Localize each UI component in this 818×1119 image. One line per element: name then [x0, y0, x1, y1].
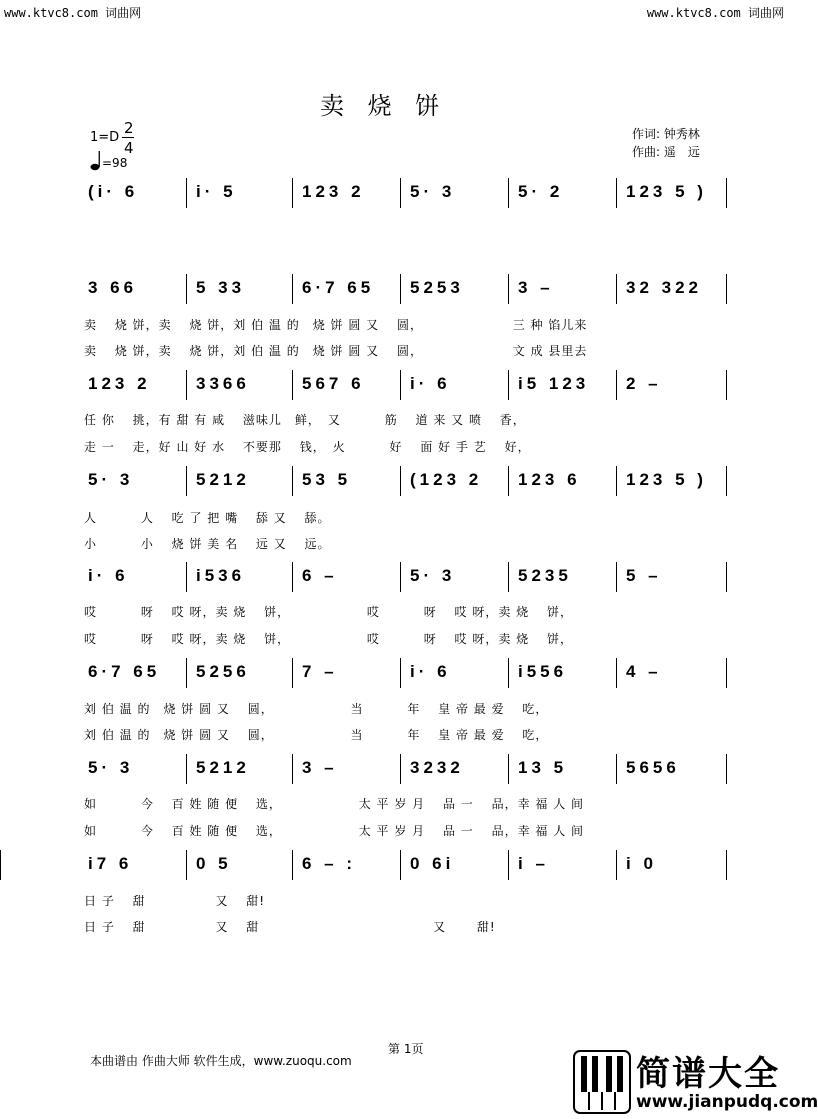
lyric-line: 刘 伯 温 的 烧 饼 圆 又 圆， 当 年 皇 帝 最 爱 吃，	[84, 728, 549, 742]
bar-line	[616, 178, 617, 208]
logo-url: www.jianpudq.com	[636, 1092, 818, 1112]
measure: 123 2	[88, 374, 151, 393]
measure: 5 –	[626, 566, 662, 585]
measure: 567 6	[302, 374, 365, 393]
bar-line	[508, 754, 509, 784]
key-signature: 1=D	[90, 130, 120, 145]
bar-line	[186, 466, 187, 496]
lyric-line: 走 一 走，好 山 好 水 不要那 钱， 火 好 面 好 手 艺 好，	[84, 440, 531, 454]
bar-line	[292, 370, 293, 400]
time-signature-bottom: 4	[124, 139, 134, 157]
measure: 0 6i	[410, 854, 455, 873]
bar-line	[616, 274, 617, 304]
measure: 123 2	[302, 182, 365, 201]
bar-line	[186, 562, 187, 592]
measure: 3 –	[518, 278, 554, 297]
measure: i7 6	[88, 854, 133, 873]
measure: 5· 3	[88, 758, 134, 777]
measure: (i· 6	[88, 182, 139, 201]
bar-line-end	[726, 274, 727, 304]
measure: 13 5	[518, 758, 568, 777]
measure: 6 – :	[302, 854, 357, 873]
bar-line	[508, 466, 509, 496]
time-signature-top: 2	[124, 119, 134, 137]
bar-line	[400, 562, 401, 592]
bar-line	[292, 658, 293, 688]
bar-line	[616, 658, 617, 688]
generator-credit: 本曲谱由 作曲大师 软件生成，www.zuoqu.com	[90, 1054, 352, 1068]
bar-line-end	[726, 466, 727, 496]
bar-line	[400, 850, 401, 880]
measure: i· 6	[410, 374, 451, 393]
measure: 3366	[196, 374, 250, 393]
measure: 5· 3	[410, 182, 456, 201]
page-number: 第 1页	[388, 1042, 424, 1056]
measure: 5253	[410, 278, 464, 297]
measure: 7 –	[302, 662, 338, 681]
measure: 5· 3	[88, 470, 134, 489]
measure: 4 –	[626, 662, 662, 681]
measure: i –	[518, 854, 549, 873]
bar-line	[186, 370, 187, 400]
bar-line-end	[726, 754, 727, 784]
bar-line	[292, 274, 293, 304]
measure: 5212	[196, 758, 250, 777]
bar-line	[292, 562, 293, 592]
measure: i· 5	[196, 182, 237, 201]
measure: i536	[196, 566, 246, 585]
measure: 5235	[518, 566, 572, 585]
measure: 123 5 )	[626, 182, 707, 201]
lyric-line: 如 今 百 姓 随 便 选， 太 平 岁 月 品 一 品，幸 福 人 间	[84, 824, 585, 838]
bar-line-end	[726, 562, 727, 592]
bar-line	[616, 562, 617, 592]
bar-line	[292, 178, 293, 208]
lyric-line: 如 今 百 姓 随 便 选， 太 平 岁 月 品 一 品，幸 福 人 间	[84, 797, 585, 811]
bar-line	[508, 562, 509, 592]
logo-text: 简谱大全	[636, 1054, 780, 1094]
measure: 123 6	[518, 470, 581, 489]
site-watermark-left: www.ktvc8.com 词曲网	[4, 6, 142, 20]
measure: 6·7 65	[88, 662, 161, 681]
bar-line	[186, 658, 187, 688]
measure: 3232	[410, 758, 464, 777]
composer: 作曲: 遥 远	[632, 145, 700, 159]
bar-line	[508, 850, 509, 880]
bar-line	[400, 274, 401, 304]
bar-line-end	[726, 178, 727, 208]
measure: 2 –	[626, 374, 662, 393]
bar-line	[400, 370, 401, 400]
bar-line	[616, 370, 617, 400]
bar-line	[186, 850, 187, 880]
lyric-line: 日 子 甜 又 甜 又 甜!	[84, 920, 496, 934]
lyric-line: 人 人 吃 了 把 嘴 舔 又 舔。	[84, 511, 331, 525]
bar-line	[616, 754, 617, 784]
lyric-line: 卖 烧 饼，卖 烧 饼，刘 伯 温 的 烧 饼 圆 又 圆， 三 种 馅儿来	[84, 318, 588, 332]
song-title: 卖 烧 饼	[320, 92, 448, 120]
bar-line	[616, 466, 617, 496]
lyric-line: 卖 烧 饼，卖 烧 饼，刘 伯 温 的 烧 饼 圆 又 圆， 文 成 县里去	[84, 344, 588, 358]
bar-line	[0, 850, 1, 880]
measure: i556	[518, 662, 568, 681]
measure: 32 322	[626, 278, 702, 297]
bar-line-end	[726, 370, 727, 400]
bar-line	[292, 466, 293, 496]
bar-line-end	[726, 658, 727, 688]
tempo: =98	[102, 156, 128, 170]
measure: 5· 2	[518, 182, 564, 201]
piano-logo-icon	[573, 1050, 631, 1114]
measure: 6·7 65	[302, 278, 375, 297]
bar-line	[508, 274, 509, 304]
lyric-line: 任 你 挑，有 甜 有 咸 滋味儿 鲜， 又 筋 道 来 又 喷 香，	[84, 413, 526, 427]
bar-line	[186, 754, 187, 784]
lyric-line: 日 子 甜 又 甜!	[84, 894, 266, 908]
measure: i 0	[626, 854, 657, 873]
bar-line	[400, 754, 401, 784]
measure: 3 66	[88, 278, 138, 297]
measure: 6 –	[302, 566, 338, 585]
measure: 5· 3	[410, 566, 456, 585]
measure: 5656	[626, 758, 680, 777]
bar-line	[508, 658, 509, 688]
bar-line	[508, 370, 509, 400]
bar-line	[186, 178, 187, 208]
bar-line	[616, 850, 617, 880]
lyric-line: 哎 呀 哎 呀，卖 烧 饼， 哎 呀 哎 呀，卖 烧 饼，	[84, 605, 573, 619]
bar-line	[292, 850, 293, 880]
site-watermark-right: www.ktvc8.com 词曲网	[646, 6, 784, 20]
measure: (123 2	[410, 470, 483, 489]
bar-line	[292, 754, 293, 784]
bar-line	[400, 466, 401, 496]
measure: i· 6	[410, 662, 451, 681]
measure: 5256	[196, 662, 250, 681]
lyric-line: 小 小 烧 饼 美 名 远 又 远。	[84, 537, 331, 551]
lyric-line: 刘 伯 温 的 烧 饼 圆 又 圆， 当 年 皇 帝 最 爱 吃，	[84, 702, 549, 716]
bar-line	[400, 658, 401, 688]
measure: 53 5	[302, 470, 352, 489]
bar-line	[508, 178, 509, 208]
bar-line	[186, 274, 187, 304]
measure: i5 123	[518, 374, 590, 393]
bar-line-end	[726, 850, 727, 880]
measure: 0 5	[196, 854, 232, 873]
bar-line	[400, 178, 401, 208]
measure: 123 5 )	[626, 470, 707, 489]
measure: 3 –	[302, 758, 338, 777]
lyric-line: 哎 呀 哎 呀，卖 烧 饼， 哎 呀 哎 呀，卖 烧 饼，	[84, 632, 573, 646]
lyricist: 作词: 钟秀林	[632, 127, 700, 141]
measure: i· 6	[88, 566, 129, 585]
measure: 5 33	[196, 278, 246, 297]
measure: 5212	[196, 470, 250, 489]
